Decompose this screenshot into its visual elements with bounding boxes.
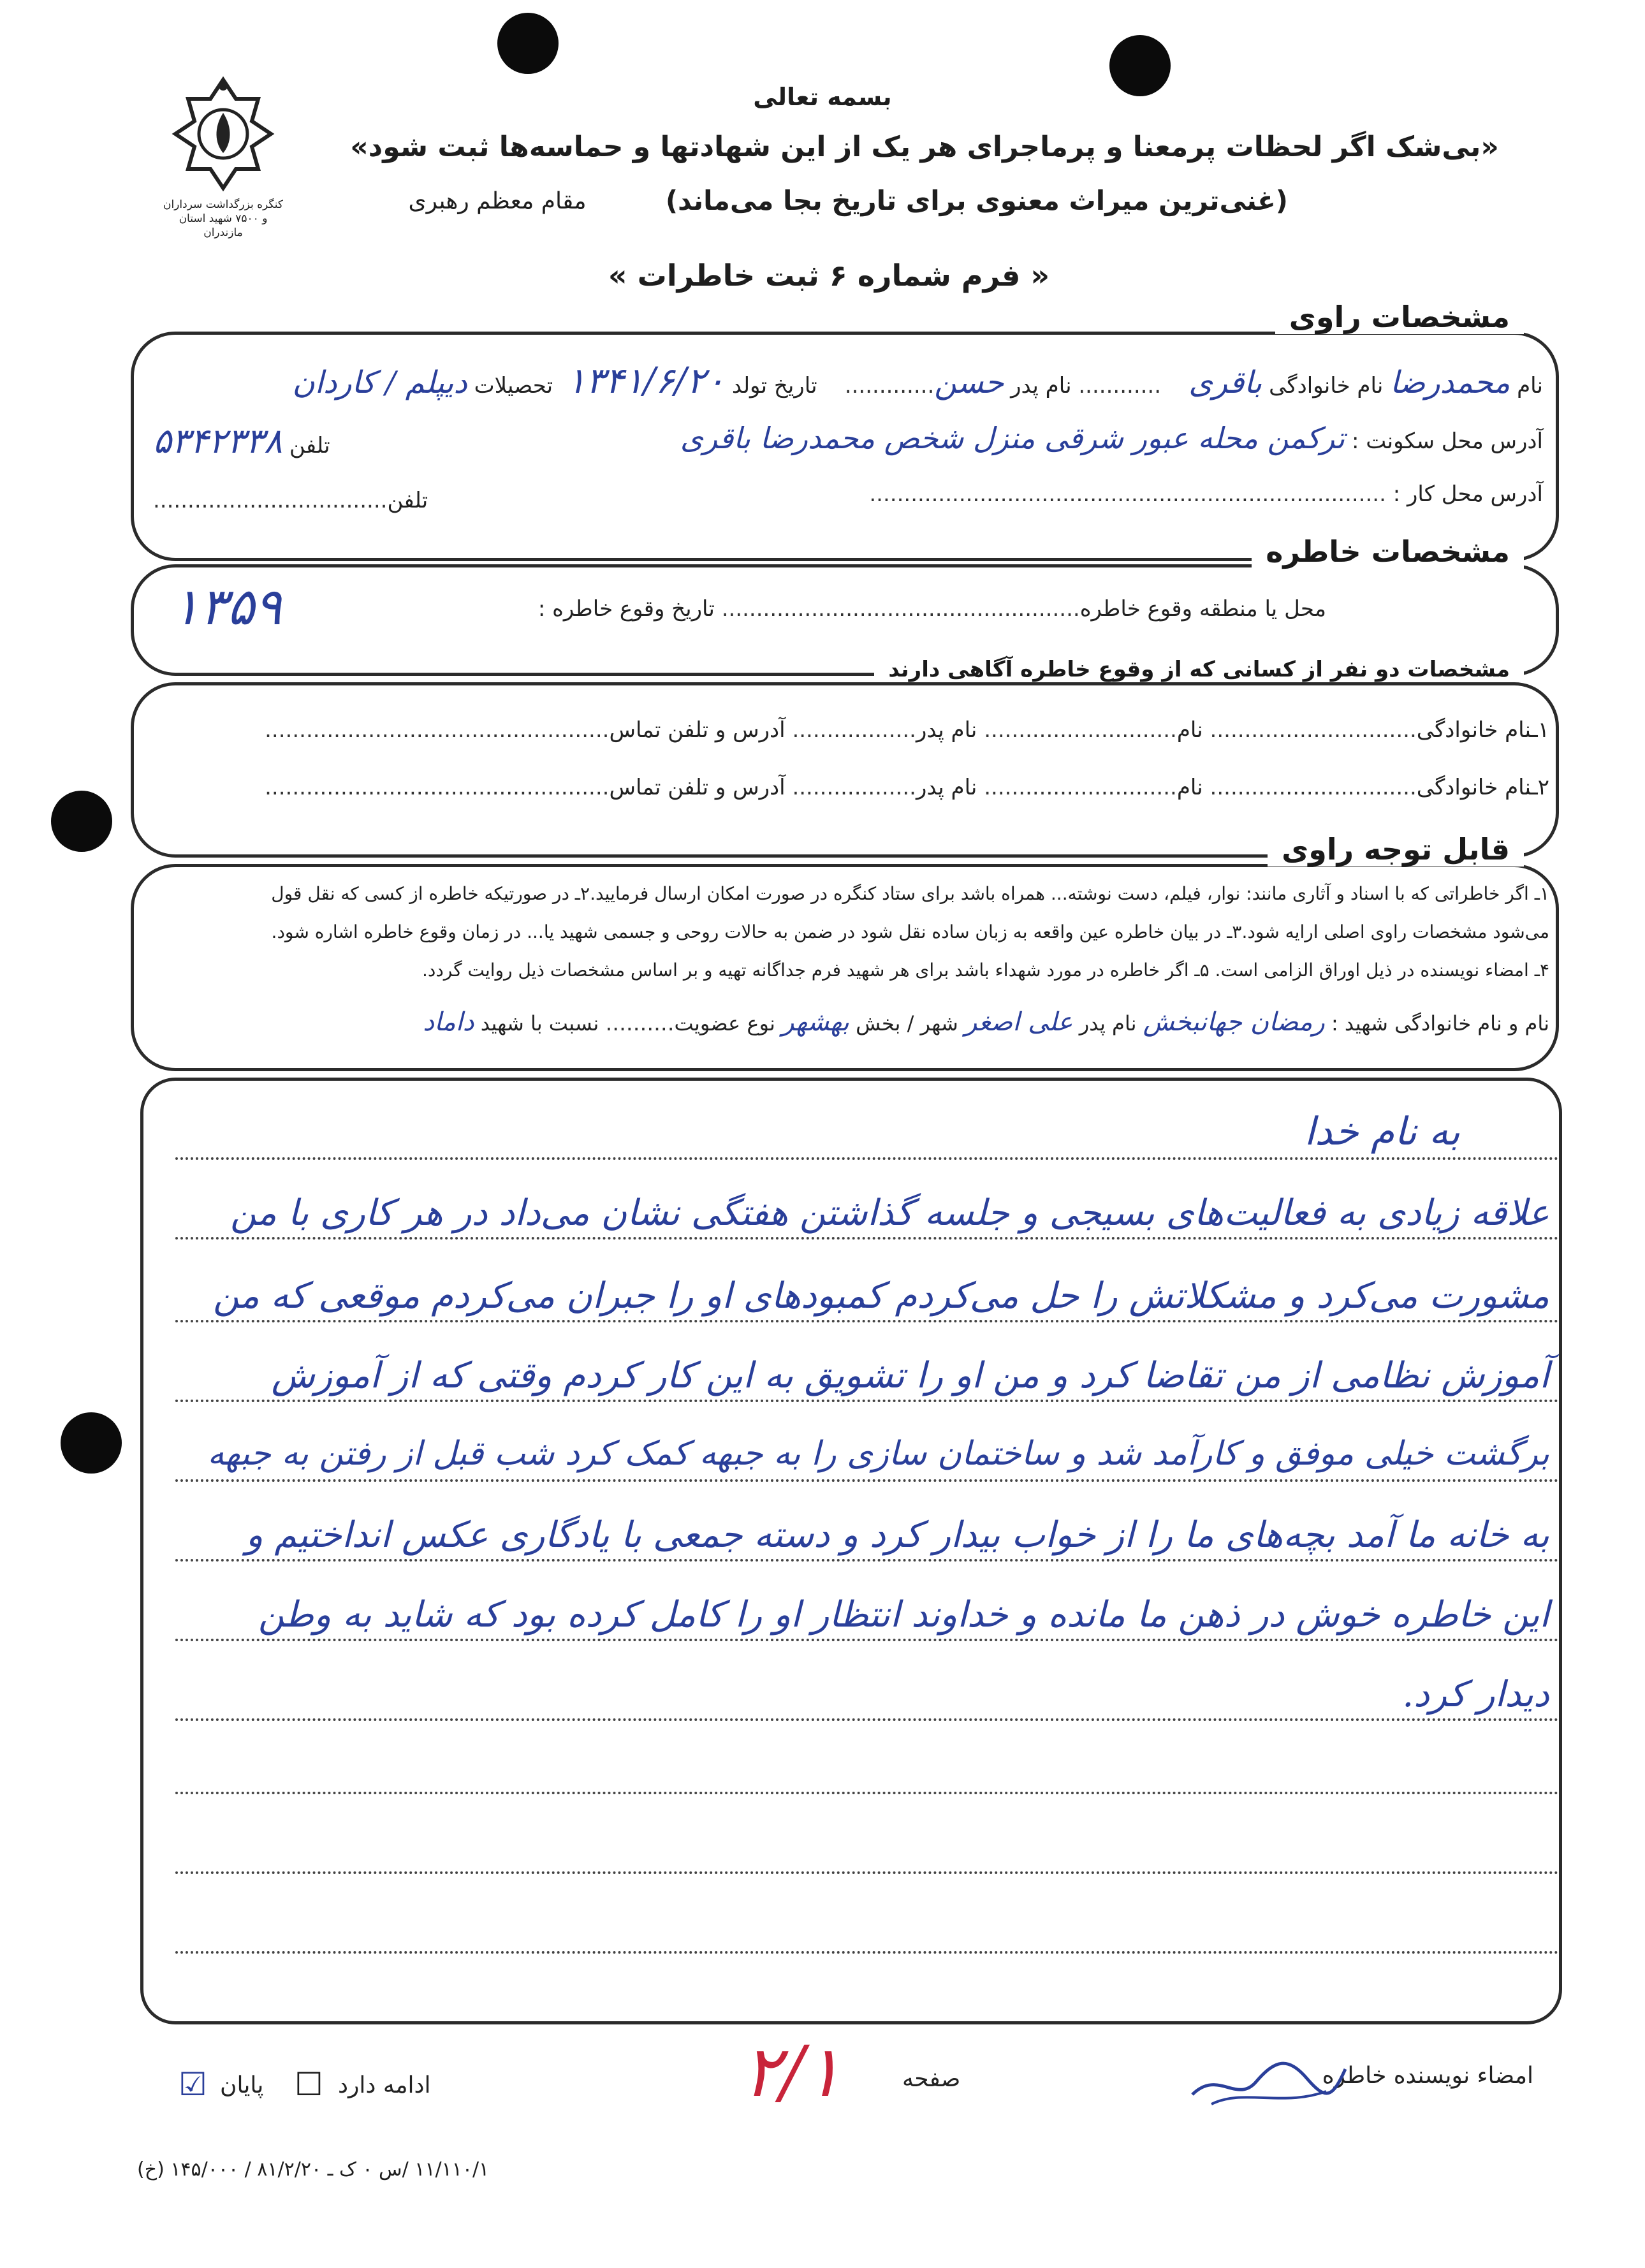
ruled-line — [175, 1400, 1559, 1402]
ruled-line — [175, 1951, 1559, 1954]
congress-logo-icon — [169, 73, 277, 194]
ruled-line — [175, 1320, 1559, 1322]
name-value: محمدرضا — [1390, 365, 1510, 400]
page-number: ۲/۱ — [743, 2031, 842, 2112]
signature-scribble-icon — [1186, 2044, 1352, 2114]
memory-section-title: مشخصات خاطره — [1252, 534, 1524, 569]
phone-value: ۵۳۴۲۳۳۸ — [153, 421, 283, 461]
relation-value: داماد — [423, 1007, 474, 1037]
name-label: نام محمدرضا نام خانوادگی باقری ............ نام پدر حسن............. تاریخ تولد ۱۳۴۱/۶/۲۰ تحصیلات دیپلم / کاردان — [292, 360, 1543, 402]
page-label: صفحه — [902, 2066, 961, 2092]
residence-value: ترکمن محله عبور شرقی منزل شخص محمدرضا باقری — [680, 421, 1345, 455]
ruled-line — [175, 1237, 1559, 1240]
ruled-line — [175, 1871, 1559, 1874]
narrative-line: علاقه زیادی به فعالیت‌های بسیجی و جلسه گذاشتن هفتگی نشان می‌داد در هر کاری با من — [230, 1192, 1549, 1234]
continue-checkbox[interactable]: ☐ — [295, 2066, 323, 2103]
header-quote: «بی‌شک اگر لحظات پرمعنا و پرماجرای هر یک از این شهادتها و حماسه‌ها ثبت شود» — [350, 131, 1499, 163]
martyr-value: رمضان جهانبخش — [1143, 1007, 1325, 1037]
martyr-father-value: علی اصغر — [964, 1007, 1073, 1037]
ruled-line — [175, 1479, 1559, 1482]
notes-section-title: قابل توجه راوی — [1268, 832, 1524, 867]
punch-hole — [1109, 35, 1171, 96]
narrative-line: به نام خدا — [1304, 1109, 1460, 1154]
phone-row: تلفن ۵۳۴۲۳۳۸ — [153, 421, 330, 461]
punch-hole — [497, 13, 559, 74]
ruled-line — [175, 1792, 1559, 1794]
ruled-line — [175, 1157, 1559, 1160]
notes-line-3: ۴ـ امضاء نویسنده در ذیل اوراق الزامی است. ۵ـ اگر خاطره در مورد شهداء باشد برای هر شهید فرم جداگانه تهیه و بر اساس مشخصات ذیل روایت گردد. — [421, 960, 1549, 981]
family-value: باقری — [1188, 365, 1262, 400]
narrative-line: به خانه ما آمد بچه‌های ما را از خواب بیدار کرد و دسته جمعی با یادگاری عکس انداختیم و — [245, 1514, 1549, 1556]
punch-hole — [61, 1412, 122, 1474]
logo-caption: کنگره بزرگداشت سرداران و ۷۵۰۰ شهید استان مازندران — [163, 198, 284, 239]
continue-label: ادامه دارد — [338, 2072, 431, 2098]
witnesses-section-title: مشخصات دو نفر از کسانی که از وقوع خاطره آگاهی دارند — [874, 657, 1524, 682]
witness-row-2: ۲ـنام خانوادگی.............................. نام............................ نام پدر.................. آدرس و تلفن تماس.................................................. — [265, 775, 1549, 800]
education-value: دیپلم / کاردان — [292, 365, 467, 400]
narrative-line: آموزش نظامی از من تقاضا کرد و من او را تشویق به این کار کردم وقتی که از آموزش — [271, 1355, 1549, 1396]
city-value: بهشهر — [782, 1007, 849, 1037]
punch-hole — [51, 791, 112, 852]
notes-line-2: می‌شود مشخصات راوی اصلی ارایه شود.۳ـ در بیان خاطره عین واقعه به زبان ساده نقل شود در ضمن به حالات روحی و جسمی شهید یا... در زمان وقوع خاطره اشاره شود. — [271, 921, 1549, 942]
attribution: مقام معظم رهبری — [408, 188, 587, 214]
ruled-line — [175, 1718, 1559, 1721]
end-label: پایان — [220, 2072, 264, 2098]
memory-place-row: محل یا منطقه وقوع خاطره.................................................... تاریخ وقوع خاطره : — [537, 596, 1326, 622]
narrative-line: برگشت خیلی موفق و کارآمد شد و ساختمان سازی را به جبهه کمک کرد شب قبل از رفتن به جبهه — [207, 1435, 1549, 1473]
birth-value: ۱۳۴۱/۶/۲۰ — [566, 360, 726, 402]
narrative-line: مشورت می‌کرد و مشکلاتش را حل می‌کردم کمبودهای او را جبران می‌کردم موقعی که من — [213, 1275, 1549, 1317]
witnesses-section — [131, 682, 1559, 858]
memory-date-value: ۱۳۵۹ — [172, 577, 282, 636]
header-quote-continued: (غنی‌ترین میراث معنوی برای تاریخ بجا می‌ماند) — [665, 185, 1288, 216]
narrator-section-title: مشخصات راوی — [1275, 300, 1524, 334]
narrative-line: دیدار کرد. — [1402, 1674, 1549, 1715]
work-row: آدرس محل کار : ........................................................................... — [869, 481, 1543, 507]
narrative-line: این خاطره خوش در ذهن ما مانده و خداوند انتظار او را کامل کرده بود که شاید به وطن — [258, 1594, 1549, 1635]
work-phone-row: تلفن.................................. — [153, 488, 428, 513]
form-code: ۱۱/۱۱۰/۱ /س ۰ ک ـ ۸۱/۲/۲۰ / ۱۴۵/۰۰۰ (خ) — [137, 2158, 490, 2181]
signature-label: امضاء نویسنده خاطره — [1322, 2063, 1533, 2089]
end-checkbox[interactable]: ☑ — [179, 2066, 207, 2103]
residence-row: آدرس محل سکونت : ترکمن محله عبور شرقی منزل شخص محمدرضا باقری — [680, 421, 1543, 455]
father-value: حسن — [934, 365, 1004, 400]
bismillah: بسمه تعالی — [753, 83, 892, 111]
ruled-line — [175, 1639, 1559, 1641]
witness-row-1: ۱ـنام خانوادگی.............................. نام............................ نام پدر.................. آدرس و تلفن تماس.................................................. — [265, 717, 1549, 743]
notes-line-1: ۱ـ اگر خاطراتی که با اسناد و آثاری مانند: نوار، فیلم، دست نوشته... همراه باشد برای ستاد کنگره در صورت امکان ارسال فرمایید.۲ـ در صورتیکه خاطره از کسی که نقل قول — [271, 883, 1549, 904]
ruled-line — [175, 1559, 1559, 1562]
martyr-row: نام و نام خانوادگی شهید : رمضان جهانبخش نام پدر علی اصغر شهر / بخش بهشهر نوع عضویت.......... نسبت با شهید داماد — [423, 1007, 1549, 1037]
form-title: « فرم شماره ۶ ثبت خاطرات » — [608, 258, 1050, 293]
